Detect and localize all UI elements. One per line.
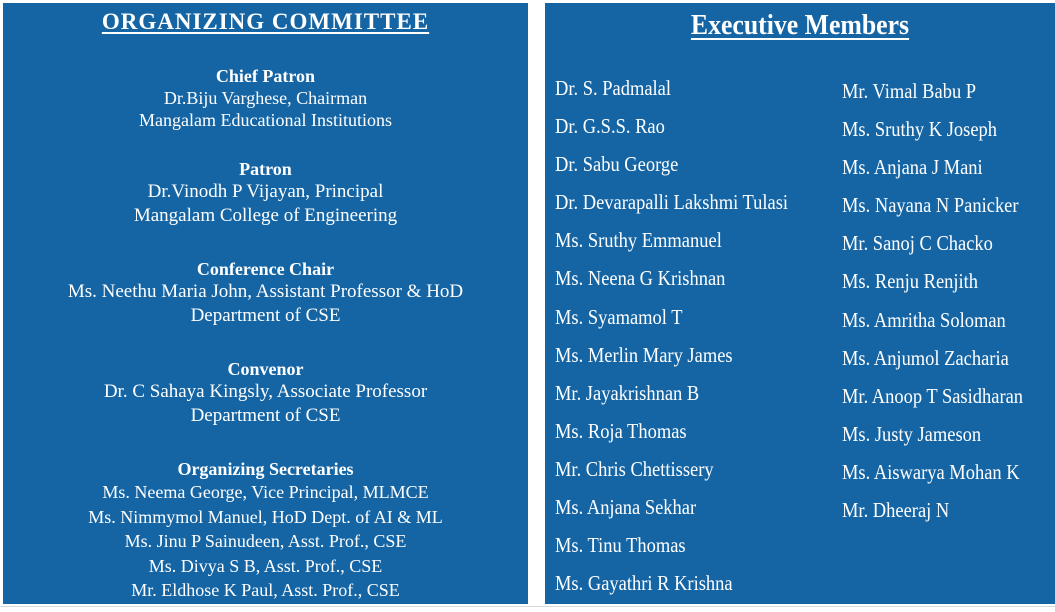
- section-line: Ms. Jinu P Sainudeen, Asst. Prof., CSE: [124, 531, 407, 551]
- member-name: Ms. Anjana Sekhar: [555, 495, 697, 520]
- members-column-2: [842, 77, 1048, 534]
- member-name: Dr. G.S.S. Rao: [555, 114, 665, 139]
- section-line: Department of CSE: [190, 405, 341, 426]
- organizing-committee-title: ORGANIZING COMMITTEE: [101, 9, 430, 34]
- member-name: Mr. Chris Chettissery: [555, 456, 714, 481]
- bottom-divider: [0, 606, 1055, 607]
- section-heading: Organizing Secretaries: [177, 459, 354, 479]
- member-name: Ms. Anjana J Mani: [842, 155, 983, 180]
- member-name: Dr. Devarapalli Lakshmi Tulasi: [555, 190, 789, 215]
- chief-patron-section: [3, 65, 528, 131]
- section-line: Ms. Neethu Maria John, Assistant Professor & HoD: [67, 281, 464, 302]
- member-name: Ms. Renju Renjith: [842, 269, 979, 294]
- member-name: Mr. Vimal Babu P: [842, 79, 977, 103]
- member-name: Ms. Merlin Mary James: [555, 342, 733, 367]
- member-name: Ms. Syamamol T: [555, 304, 683, 329]
- section-line: Dr.Vinodh P Vijayan, Principal: [147, 181, 384, 202]
- section-line: Ms. Divya S B, Asst. Prof., CSE: [148, 555, 383, 576]
- section-line: Ms. Neema George, Vice Principal, MLMCE: [102, 482, 429, 502]
- member-name: Ms. Gayathri R Krishna: [555, 571, 733, 596]
- member-name: Dr. Sabu George: [555, 152, 679, 177]
- member-name: Ms. Aiswarya Mohan K: [842, 459, 1020, 484]
- member-name: Ms. Sruthy Emmanuel: [555, 228, 722, 253]
- patron-section: [3, 158, 528, 228]
- member-name: Ms. Amritha Soloman: [842, 307, 1006, 332]
- section-line: Mangalam Educational Institutions: [139, 110, 392, 130]
- member-name: Dr. S. Padmalal: [555, 76, 672, 100]
- member-name: Mr. Sanoj C Chacko: [842, 231, 993, 256]
- section-line: Ms. Nimmymol Manuel, HoD Dept. of AI & ML: [88, 506, 443, 527]
- member-name: Ms. Justy Jameson: [842, 421, 982, 446]
- convenor-section: [3, 358, 528, 428]
- section-heading: Conference Chair: [196, 259, 335, 279]
- section-line: Mr. Eldhose K Paul, Asst. Prof., CSE: [131, 580, 400, 600]
- member-name: Ms. Neena G Krishnan: [555, 266, 726, 291]
- executive-members-title: Executive Members: [690, 10, 910, 41]
- section-line: Dr. C Sahaya Kingsly, Associate Professor: [103, 381, 428, 402]
- organizing-secretaries-section: [3, 458, 528, 603]
- section-heading: Patron: [239, 159, 292, 179]
- section-heading: Convenor: [227, 359, 304, 379]
- conference-chair-section: [3, 258, 528, 328]
- member-name: Mr. Jayakrishnan B: [555, 380, 700, 405]
- section-heading: Chief Patron: [215, 66, 316, 86]
- organizing-committee-panel: [3, 3, 528, 604]
- section-line: Department of CSE: [190, 305, 341, 326]
- member-name: Ms. Roja Thomas: [555, 418, 687, 443]
- member-name: Ms. Anjumol Zacharia: [842, 345, 1009, 370]
- members-column-1: [555, 74, 820, 607]
- section-line: Dr.Biju Varghese, Chairman: [163, 88, 368, 108]
- section-line: Mangalam College of Engineering: [133, 205, 398, 226]
- member-name: Mr. Anoop T Sasidharan: [842, 383, 1024, 408]
- member-name: Ms. Nayana N Panicker: [842, 193, 1019, 218]
- executive-members-panel: [545, 3, 1055, 604]
- member-name: Ms. Sruthy K Joseph: [842, 117, 998, 142]
- member-name: Mr. Dheeraj N: [842, 498, 950, 523]
- member-name: Ms. Tinu Thomas: [555, 533, 686, 558]
